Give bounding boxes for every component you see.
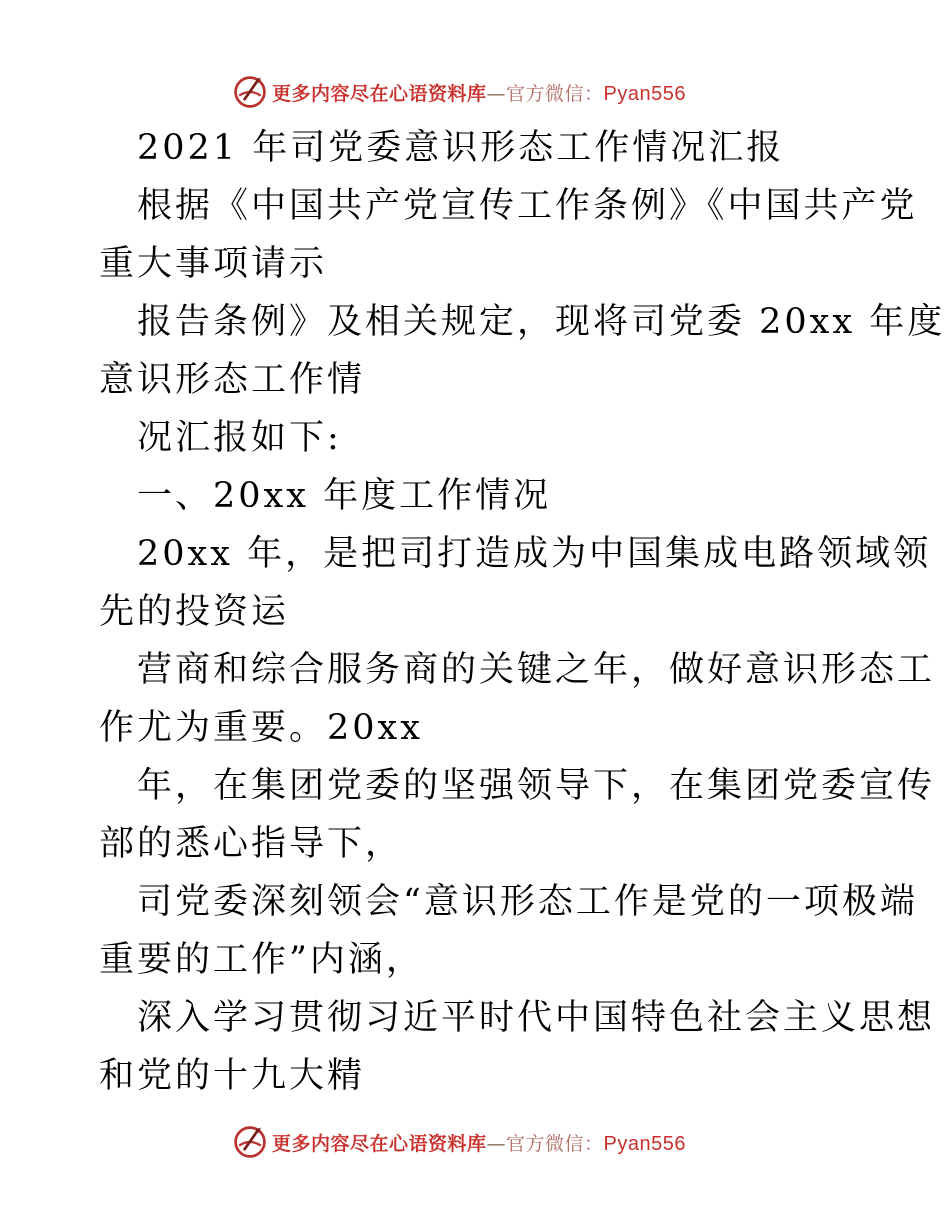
banner-wechat-label: 官方微信： xyxy=(506,1132,604,1155)
banner-dash: — xyxy=(486,82,507,105)
banner-text xyxy=(272,1129,686,1156)
book-quill-logo-icon xyxy=(232,74,268,110)
paragraph-line: 营商和综合服务商的关键之年，做好意识形态工 xyxy=(137,650,936,690)
banner-text xyxy=(272,79,686,106)
paragraph-line: 重大事项请示 xyxy=(99,244,328,284)
paragraph-line: 先的投资运 xyxy=(99,592,290,632)
paragraph-line: 深入学习贯彻习近平时代中国特色社会主义思想 xyxy=(137,998,936,1038)
banner-main-text: 更多内容尽在心语资料库 xyxy=(272,82,487,105)
banner-wechat-id: Pyan556 xyxy=(603,82,686,105)
banner-main-text: 更多内容尽在心语资料库 xyxy=(272,1132,487,1155)
footer-banner xyxy=(0,1122,950,1162)
book-quill-logo-icon xyxy=(232,1124,268,1160)
paragraph-line: 意识形态工作情 xyxy=(99,360,366,400)
section-heading: 一、20xx 年度工作情况 xyxy=(137,476,552,516)
paragraph-line: 作尤为重要。20xx xyxy=(99,708,424,748)
paragraph-line: 年，在集团党委的坚强领导下，在集团党委宣传 xyxy=(137,766,936,806)
paragraph-line: 根据《中国共产党宣传工作条例》《中国共产党 xyxy=(137,186,918,226)
header-banner xyxy=(0,72,950,112)
paragraph-line: 部的悉心指导下， xyxy=(99,824,404,864)
paragraph-line: 司党委深刻领会“意识形态工作是党的一项极端 xyxy=(137,882,918,922)
paragraph-line: 况汇报如下: xyxy=(137,418,342,458)
paragraph-line: 和党的十九大精 xyxy=(99,1056,366,1096)
paragraph-line: 20xx 年，是把司打造成为中国集成电路领域领 xyxy=(137,534,932,574)
banner-wechat-id: Pyan556 xyxy=(603,1132,686,1155)
paragraph-line: 重要的工作”内涵， xyxy=(99,940,424,980)
paragraph-line: 报告条例》及相关规定，现将司党委 20xx 年度 xyxy=(137,302,946,342)
banner-dash: — xyxy=(486,1132,507,1155)
banner-wechat-label: 官方微信： xyxy=(506,82,604,105)
document-title: 2021 年司党委意识形态工作情况汇报 xyxy=(137,128,785,168)
